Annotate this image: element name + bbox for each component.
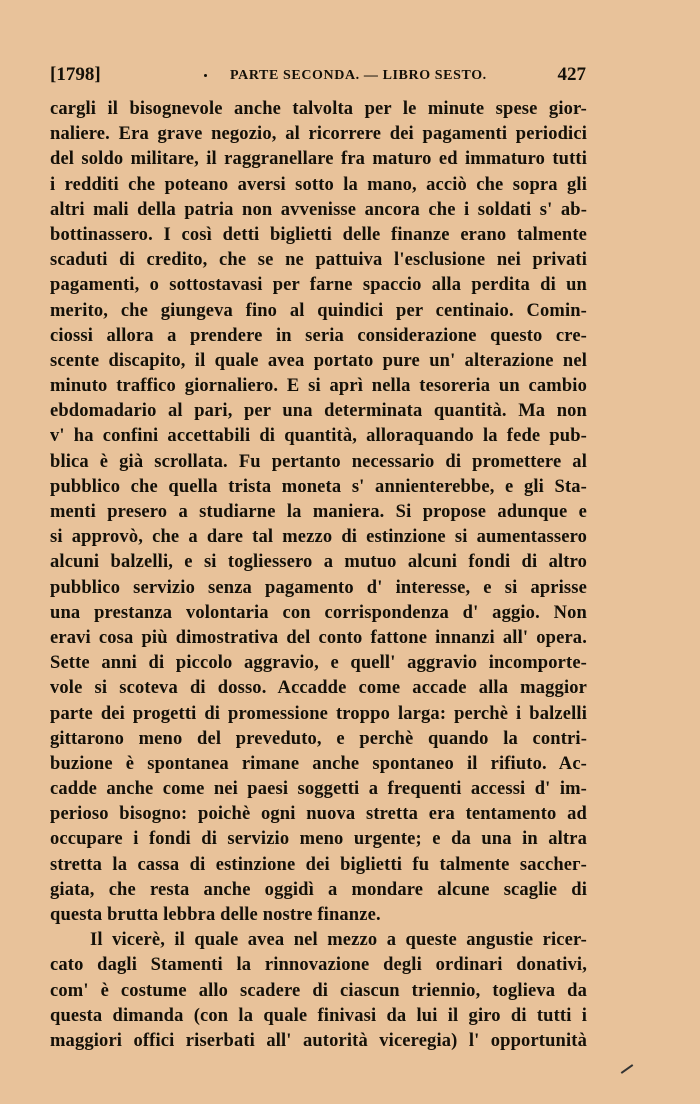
paragraph-start-line: Il vicerè, il quale avea nel mezzo a queste angustie ricer- — [90, 930, 587, 951]
paragraph-end-line: questa brutta lebbra delle nostre finanze. — [50, 905, 381, 925]
text-line: minuto traffico giornaliero. E si aprì nella tesoreria un cambio — [50, 376, 587, 397]
text-line: maggiori offici riserbati all' autorità viceregia) l' opportunità — [50, 1030, 587, 1051]
page-number: 427 — [557, 64, 586, 85]
text-line: naliere. Era grave negozio, al ricorrere dei pagamenti periodici — [50, 124, 587, 145]
text-line: buzione è spontanea rimane anche spontaneo il rifiuto. Ac- — [50, 753, 587, 774]
body-text — [50, 97, 587, 1054]
text-line: scaduti di credito, che se ne pattuiva l'esclusione nei privati — [50, 250, 587, 271]
text-line: perioso bisogno: poichè ogni nuova stretta era tentamento ad — [50, 804, 587, 825]
text-line: occupare i fondi di servizio meno urgente; e da una in altra — [50, 829, 587, 850]
text-line: com' è costume allo scadere di ciascun triennio, toglieva da — [50, 980, 587, 1001]
text-line: blica è già scrollata. Fu pertanto necessario di promettere al — [50, 451, 587, 472]
text-line: vole si scoteva di dosso. Accadde come accade alla maggior — [50, 678, 587, 699]
text-line: v' ha confini accettabili di quantità, alloraquando la fede pub- — [50, 426, 587, 447]
text-line: una prestanza volontaria con corrispondenza d' aggio. Non — [50, 602, 587, 623]
text-line: gittarono meno del preveduto, e perchè quando la contri- — [50, 728, 587, 749]
text-line: scente discapito, il quale avea portato pure un' alterazione nel — [50, 350, 587, 371]
running-header — [50, 64, 586, 92]
text-line: ebdomadario al pari, per una determinata quantità. Ma non — [50, 401, 587, 422]
text-line: Sette anni di piccolo aggravio, e quell' aggravio incomporte- — [50, 653, 587, 674]
text-line: pubblico servizio senza pagamento d' interesse, e si aprisse — [50, 577, 587, 598]
text-line: parte dei progetti di promessione troppo larga: perchè i balzelli — [50, 703, 587, 724]
text-line: del soldo militare, il raggranellare fra maturo ed immaturo tutti — [50, 149, 587, 170]
header-year: [1798] — [50, 64, 101, 85]
text-line: altri mali della patria non avvenisse ancora che i soldati s' ab- — [50, 199, 587, 220]
text-line: eravi cosa più dimostrativa del conto fattone innanzi all' opera. — [50, 627, 587, 648]
text-line: si approvò, che a dare tal mezzo di estinzione si aumentassero — [50, 527, 587, 548]
text-line: bottinassero. I così detti biglietti delle finanze erano talmente — [50, 224, 587, 245]
text-line: alcuni balzelli, e si togliessero a mutuo alcuni fondi di altro — [50, 552, 587, 573]
text-line: questa dimanda (con la quale finivasi da lui il giro di tutti i — [50, 1005, 587, 1026]
page-mark — [621, 1064, 634, 1074]
text-line: pubblico che quella trista moneta s' annienterebbe, e gli Sta- — [50, 476, 587, 497]
text-line: giata, che resta anche oggidì a mondare alcune scaglie di — [50, 879, 587, 900]
text-line: cargli il bisognevole anche talvolta per le minute spese gior- — [50, 99, 587, 119]
text-line: ciossi allora a prendere in seria considerazione questo cre- — [50, 325, 587, 346]
text-line: i redditi che poteano aversi sotto la mano, acciò che sopra gli — [50, 174, 587, 195]
text-line: merito, che giungeva fino al quindici per centinaio. Comin- — [50, 300, 587, 321]
text-line: cato dagli Stamenti la rinnovazione degli ordinari donativi, — [50, 955, 587, 976]
header-dot — [204, 74, 207, 77]
text-line: stretta la cassa di estinzione dei biglietti fu talmente sacchег- — [50, 854, 587, 875]
header-title: PARTE SECONDA. — LIBRO SESTO. — [230, 68, 487, 83]
text-line: cadde anche come nei paesi soggetti a frequenti accessi d' im- — [50, 779, 587, 800]
text-line: pagamenti, o sottostavasi per farne spaccio alla perdita di un — [50, 275, 587, 296]
text-line: menti presero a studiarne la maniera. Si propose adunque e — [50, 502, 587, 522]
